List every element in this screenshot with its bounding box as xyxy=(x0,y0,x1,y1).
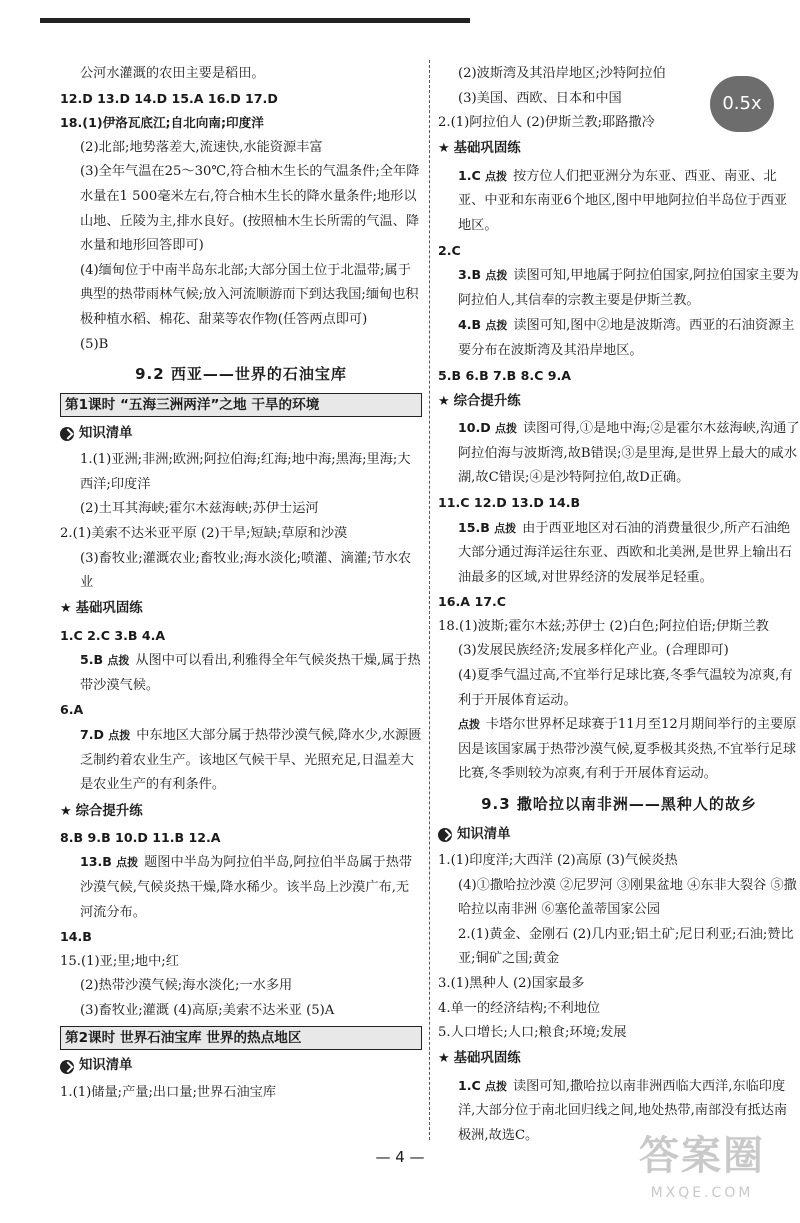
answer-line: 16.A 17.C xyxy=(438,594,506,610)
answer-line: 5.人口增长;人口;粮食;环境;发展 xyxy=(438,1025,627,1041)
hint-label: 点拨 xyxy=(494,521,517,535)
watermark-text: 答案圈 xyxy=(639,1133,765,1179)
answer-line: 2.(1)阿拉伯人 (2)伊斯兰教;耶路撒冷 xyxy=(438,115,655,131)
answer-line: (2)北部;地势落差大,流速快,水能资源丰富 xyxy=(80,139,323,155)
answer-line: 2.C xyxy=(438,242,461,258)
answer-line: 3.(1)黑种人 (2)国家最多 xyxy=(438,976,585,991)
question-number: 10.D xyxy=(458,420,491,436)
answer-paragraph: (4)①撒哈拉沙漠 ②尼罗河 ③刚果盆地 ④东非大裂谷 ⑤撒哈拉以南非洲 ⑥塞伦盖蒂国家公园 xyxy=(458,877,797,918)
star-icon: ★ xyxy=(438,141,450,157)
section-label: 综合提升练 xyxy=(453,393,521,409)
star-icon: ★ xyxy=(60,803,72,819)
answer-paragraph: (3)畜牧业;灌溉农业;畜牧业;海水淡化;喷灌、滴灌;节水农业 xyxy=(80,550,412,591)
section-label: 基础巩固练 xyxy=(453,141,521,157)
answer-paragraph: 1.(1)亚洲;非洲;欧洲;阿拉伯海;红海;地中海;黑海;里海;大西洋;印度洋 xyxy=(80,452,411,492)
answer-paragraph xyxy=(438,713,800,787)
answer-line: 18.(1)波斯;霍尔木兹;苏伊士 (2)白色;阿拉伯语;伊斯兰教 xyxy=(438,618,769,634)
right-column xyxy=(438,62,800,1149)
section-label: 知识清单 xyxy=(457,826,511,842)
section-header-knowledge xyxy=(60,1054,422,1080)
answer-line: (3)美国、西欧、日本和中国 xyxy=(458,90,622,106)
answer-line: (3)发展民族经济;发展多样化产业。(合理即可) xyxy=(458,643,729,659)
hint-text: 读图可知,撒哈拉以南非洲西临大西洋,东临印度洋,大部分位于南北回归线之间,地处热带,南部没有抵达南极洲,故选C。 xyxy=(458,1078,788,1143)
hint-label: 点拨 xyxy=(485,319,508,333)
hint-label: 点拨 xyxy=(458,718,480,732)
question-number: 5.B xyxy=(80,652,104,668)
answer-line: 4.单一的经济结构;不利地位 xyxy=(438,1000,601,1016)
answer-line: (3)畜牧业;灌溉 (4)高原;美索不达米亚 (5)A xyxy=(80,1003,335,1018)
question-number: 1.C xyxy=(458,167,481,183)
answer-paragraph: (4)缅甸位于中南半岛东北部;大部分国土位于北温带;属于典型的热带雨林气候;放入河流顺游而下到达我国;缅甸也积极种植水稻、棉花、甜菜等农作物(任答两点即可) xyxy=(80,262,419,327)
answer-paragraph xyxy=(438,164,800,239)
section-header-knowledge xyxy=(60,421,422,447)
answer-line: 18.(1)伊洛瓦底江;自北向南;印度洋 xyxy=(60,115,264,131)
section-label: 知识清单 xyxy=(79,425,133,441)
answer-paragraph: (4)夏季气温过高,不宜举行足球比赛,冬季气温较为凉爽,有利于开展体育运动。 xyxy=(458,668,793,708)
answer-line: 1.(1)印度洋;大西洋 (2)高原 (3)气候炎热 xyxy=(438,853,678,869)
star-icon: ★ xyxy=(60,601,72,617)
hint-text: 读图可知,甲地属于阿拉伯国家,阿拉伯国家主要为阿拉伯人,其信奉的宗教主要是伊斯兰教。 xyxy=(458,268,799,308)
answer-line: (2)土耳其海峡;霍尔木兹海峡;苏伊士运河 xyxy=(80,501,319,517)
section-label: 基础巩固练 xyxy=(75,601,143,617)
answer-line: 14.B xyxy=(60,929,92,945)
section-header-comprehensive xyxy=(60,799,422,825)
hint-text: 按方位人们把亚洲分为东亚、西亚、南亚、北亚、中亚和东南亚6个地区,图中甲地阿拉伯半岛位于西亚地区。 xyxy=(458,168,788,233)
column-divider xyxy=(429,60,430,1140)
answer-line: 15.(1)亚;里;地中;红 xyxy=(60,953,179,969)
answer-line: (2)波斯湾及其沿岸地区;沙特阿拉伯 xyxy=(458,66,666,81)
pen-icon xyxy=(60,1060,74,1074)
hint-label: 点拨 xyxy=(108,729,131,743)
answer-line: (2)热带沙漠气候;海水淡化;一水多用 xyxy=(80,978,293,994)
page-number: — 4 — xyxy=(375,1148,425,1166)
answer-line: 1.C 2.C 3.B 4.A xyxy=(60,627,166,643)
answer-paragraph xyxy=(438,516,800,591)
question-number: 7.D xyxy=(80,727,105,743)
section-header-basic xyxy=(438,137,800,163)
pen-icon xyxy=(438,828,452,842)
answer-line: 公河水灌溉的农田主要是稻田。 xyxy=(80,66,265,81)
hint-label: 点拨 xyxy=(485,269,508,283)
section-label: 综合提升练 xyxy=(75,803,143,819)
lesson-header: 第2课时 世界石油宝库 世界的热点地区 xyxy=(60,1026,422,1050)
hint-text: 读图可知,图中②地是波斯湾。西亚的石油资源主要分布在波斯湾及其沿岸地区。 xyxy=(458,318,795,358)
question-number: 1.C xyxy=(458,1077,481,1093)
section-label: 知识清单 xyxy=(79,1058,133,1074)
answer-paragraph xyxy=(438,416,800,491)
left-column xyxy=(60,62,422,1105)
hint-label: 点拨 xyxy=(485,169,507,183)
hint-text: 由于西亚地区对石油的消费量很少,所产石油绝大部分通过海洋运往东亚、西欧和北美洲,是世界上输出石油最多的区域,对世界经济的发展举足轻重。 xyxy=(458,520,792,585)
hint-text: 中东地区大部分属于热带沙漠气候,降水少,水源匮乏制约着农业生产。该地区气候干旱、光照充足,日温差大是农业生产的有利条件。 xyxy=(80,728,422,793)
question-number: 4.B xyxy=(458,317,482,333)
answer-line: 8.B 9.B 10.D 11.B 12.A xyxy=(60,829,221,845)
hint-label: 点拨 xyxy=(485,1079,507,1093)
hint-text: 从图中可以看出,利雅得全年气候炎热干燥,属于热带沙漠气候。 xyxy=(80,653,421,693)
answer-paragraph xyxy=(60,850,422,925)
answer-line: 2.(1)美索不达米亚平原 (2)干旱;短缺;草原和沙漠 xyxy=(60,525,348,541)
question-number: 3.B xyxy=(458,267,482,283)
question-number: 15.B xyxy=(458,519,490,535)
hint-label: 点拨 xyxy=(116,856,139,870)
star-icon: ★ xyxy=(438,393,450,409)
section-header-knowledge xyxy=(438,822,800,848)
section-title: 9.3 撒哈拉以南非洲——黑种人的故乡 xyxy=(481,795,757,814)
answer-line: (5)B xyxy=(80,336,109,352)
answer-line: 5.B 6.B 7.B 8.C 9.A xyxy=(438,367,572,383)
answer-line: 11.C 12.D 13.D 14.B xyxy=(438,494,581,510)
answer-paragraph xyxy=(60,723,422,798)
section-label: 基础巩固练 xyxy=(453,1051,521,1067)
section-header-basic xyxy=(438,1047,800,1073)
question-number: 13.B xyxy=(80,854,112,870)
answer-paragraph: 2.(1)黄金、金刚石 (2)几内亚;铝土矿;尼日利亚;石油;赞比亚;铜矿之国;黄金 xyxy=(458,926,794,967)
watermark-logo xyxy=(612,1130,792,1216)
pen-icon xyxy=(60,427,74,441)
answer-paragraph xyxy=(438,263,800,313)
watermark-url: MXQE.COM xyxy=(650,1185,754,1201)
section-title: 9.2 西亚——世界的石油宝库 xyxy=(135,365,347,384)
hint-label: 点拨 xyxy=(107,654,130,668)
hint-label: 点拨 xyxy=(494,422,517,436)
lesson-header: 第1课时 “五海三洲两洋”之地 干旱的环境 xyxy=(60,393,422,417)
answer-line: 6.A xyxy=(60,702,84,718)
section-header-basic xyxy=(60,597,422,623)
answer-line: 1.(1)储量;产量;出口量;世界石油宝库 xyxy=(60,1084,277,1100)
zoom-level-badge[interactable]: 0.5x xyxy=(710,76,774,132)
star-icon: ★ xyxy=(438,1051,450,1067)
hint-text: 卡塔尔世界杯足球赛于11月至12月期间举行的主要原因是该国家属于热带沙漠气候,夏季极其炎热,不宜举行足球比赛,冬季则较为凉爽,有利于开展体育运动。 xyxy=(458,717,797,782)
answer-line: 12.D 13.D 14.D 15.A 16.D 17.D xyxy=(60,90,278,106)
hint-text: 题图中半岛为阿拉伯半岛,阿拉伯半岛属于热带沙漠气候,气候炎热干燥,降水稀少。该半岛上沙漠广布,无河流分布。 xyxy=(80,855,413,920)
answer-paragraph xyxy=(438,313,800,363)
answer-paragraph: (3)全年气温在25～30℃,符合柚木生长的气温条件;全年降水量在1 500毫米左右,符合柚木生长的降水量条件;地形以山地、丘陵为主,排水良好。(按照柚木生长所需的气温、降水量和地形回答即可) xyxy=(80,164,420,254)
answer-paragraph xyxy=(60,648,422,698)
section-header-comprehensive xyxy=(438,389,800,415)
top-rule xyxy=(40,18,470,23)
hint-text: 读图可得,①是地中海;②是霍尔木兹海峡,沟通了阿拉伯海与波斯湾,故B错误;③是里海,是世界上最大的咸水湖,故C错误;④是沙特阿拉伯,故D正确。 xyxy=(458,421,800,486)
